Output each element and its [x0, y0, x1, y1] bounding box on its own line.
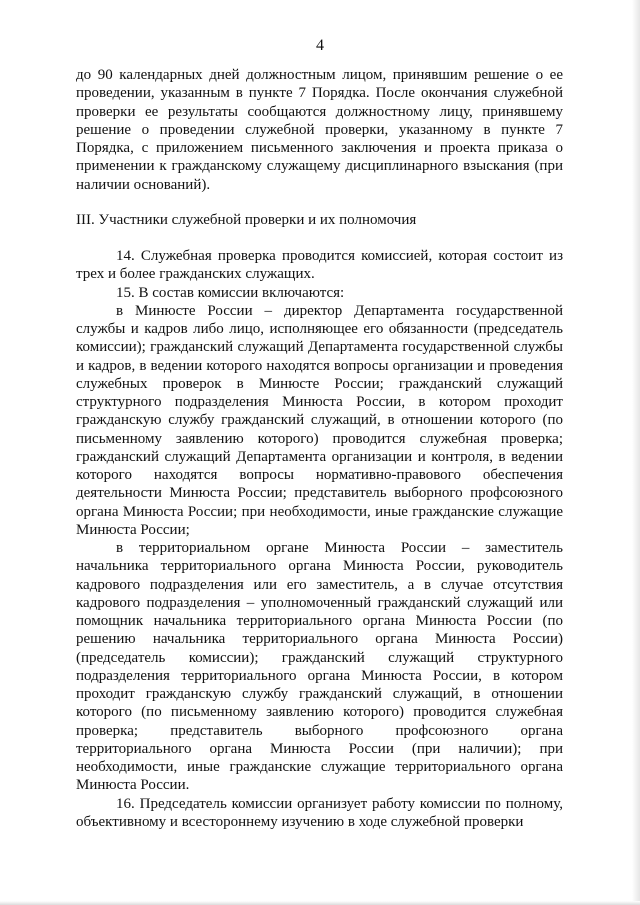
scan-edge-shadow: [632, 0, 640, 905]
paragraph-16: 16. Председатель комиссии организует работу комиссии по полному, объективному и всестороннему изучению в ходе служебной проверки: [76, 795, 563, 830]
document-body: [76, 66, 563, 831]
paragraph-14: 14. Служебная проверка проводится комиссией, которая состоит из трех и более гражданских служащих.: [76, 248, 563, 283]
section-heading: III. Участники служебной проверки и их полномочия: [76, 211, 417, 228]
page-number: 4: [316, 37, 324, 54]
paragraph-15-ministry: в Минюсте России – директор Департамента государственной службы и кадров либо лицо, исполняющее его обязанности (председатель комиссии); гражданский служащий Департамента государственной службы и кадров, в ведении которого находятся вопросы организации и проведения служебных проверок в Минюсте России; гражданский служащий структурного подразделения Минюста России, в котором проходит гражданскую службу гражданский служащий, в отношении которого (по письменному заявлению которого) проводится служебная проверка; гражданский служащий Департамента организации и контроля, в ведении которого находятся вопросы нормативно-правового обеспечения деятельности Минюста России; представитель выборного профсоюзного органа Минюста России; при необходимости, иные гражданские служащие Минюста России;: [76, 302, 563, 538]
paragraph-continuation: до 90 календарных дней должностным лицом, принявшим решение о ее проведении, указанным в пункте 7 Порядка. После окончания служебной проверки ее результаты сообщаются должностному лицу, принявшему решение о проведении служебной проверки, указанному в пункте 7 Порядка, с приложением письменного заключения и проекта приказа о применении к гражданскому служащему дисциплинарного взыскания (при наличии оснований).: [76, 67, 563, 193]
scan-bottom-shadow: [0, 901, 640, 905]
paragraph-15: 15. В состав комиссии включаются:: [116, 284, 345, 301]
paragraph-15-territorial: в территориальном органе Минюста России – заместитель начальника территориального органа Минюста России, руководитель кадрового подразделения или его заместитель, а в случае отсутствия кадрового подразделения – уполномоченный гражданский служащий или помощник начальника территориального органа Минюста России (по решению начальника территориального органа Минюста России) (председатель комиссии); гражданский служащий структурного подразделения территориального органа Минюста России, в котором проходит гражданскую службу гражданский служащий, в отношении которого (по письменному заявлению которого) проводится служебная проверка; представитель выборного профсоюзного органа территориального органа Минюста России (при наличии); при необходимости, иные гражданские служащие территориального органа Минюста России.: [76, 540, 563, 794]
